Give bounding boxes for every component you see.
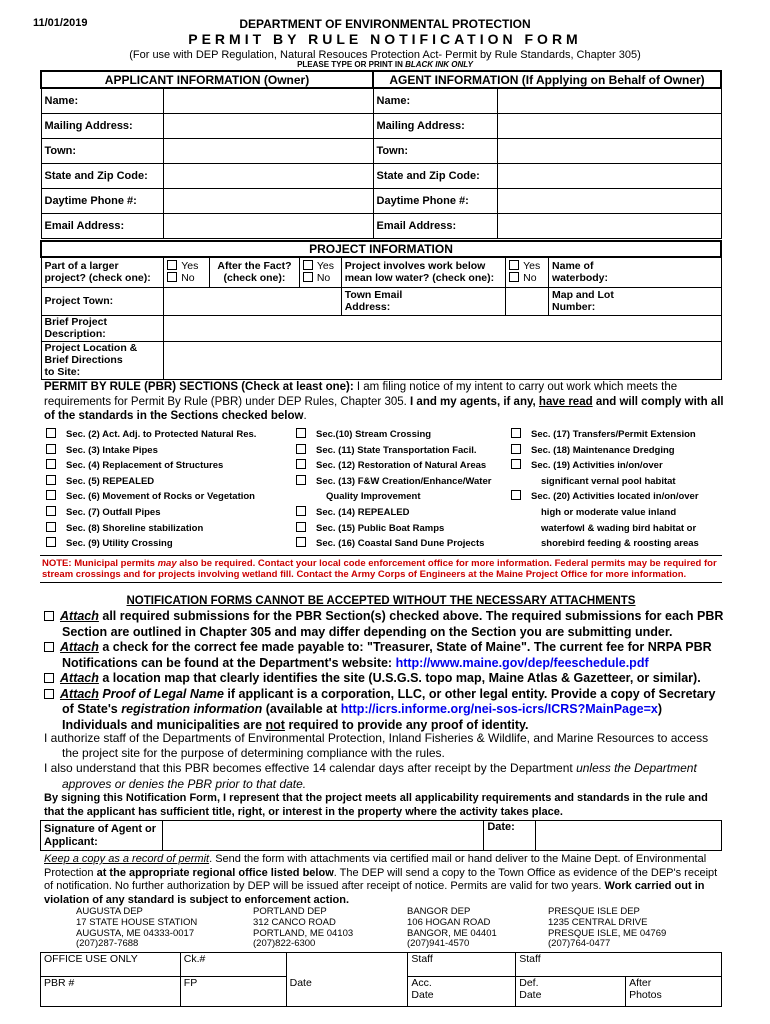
attachments-list (44, 609, 724, 733)
staff-field-1[interactable]: Staff (408, 953, 516, 977)
pbr-section-14[interactable]: Sec. (14) REPEALED (296, 505, 511, 521)
checkbox-icon[interactable] (296, 522, 306, 532)
checkbox-icon[interactable] (44, 689, 54, 699)
office-use-blank (286, 953, 408, 977)
signature-statement: By signing this Notification Form, I represent that the project meets all applicability requirements and standards in the rule and that the applicant has sufficient title, right, or interest in the property where the activity takes place. (44, 792, 708, 818)
after-photos-field[interactable]: After Photos (626, 977, 722, 1007)
agent-phone-field[interactable] (498, 188, 721, 213)
signature-label: Signature of Agent or Applicant: (41, 821, 163, 851)
office-presque-isle: PRESQUE ISLE DEP 1235 CENTRAL DRIVE PRESQUE ISLE, ME 04769 (207)764-0477 (548, 906, 667, 950)
checkbox-icon[interactable] (44, 642, 54, 652)
pbr-section-18[interactable]: Sec. (18) Maintenance Dredging (511, 443, 726, 459)
fp-field[interactable]: FP (180, 977, 286, 1007)
pbr-section-3[interactable]: Sec. (3) Intake Pipes (46, 443, 296, 459)
pbr-section-2[interactable]: Sec. (2) Act. Adj. to Protected Natural Res. (46, 427, 296, 443)
checkbox-icon[interactable] (167, 272, 177, 282)
agent-name-field[interactable] (498, 88, 721, 113)
authorize-effective: I also understand that this PBR becomes effective 14 calendar days after receipt by the Department unless the Department approves or denies the PBR prior to that date. (44, 761, 697, 791)
town-email-field[interactable] (506, 287, 549, 315)
office-use-label: OFFICE USE ONLY (41, 953, 181, 977)
pbr-section-4[interactable]: Sec. (4) Replacement of Structures (46, 458, 296, 474)
date-field[interactable]: Date (286, 977, 408, 1007)
attachment-item-map: Attach a location map that clearly identifies the site (U.S.G.S. topo map, Maine Atlas & Gazetteer, or similar). (44, 671, 724, 687)
checkbox-icon[interactable] (509, 260, 519, 270)
pbr-intro: PERMIT BY RULE (PBR) SECTIONS (Check at least one): I am filing notice of my intent to carry out work which meets the requirements for Permit By Rule (PBR) under DEP Rules, Chapter 305. I and my agents, if any, have read and will comply with all of the standards in the Sections checked below. (44, 381, 724, 422)
agent-state-zip-label: State and Zip Code: (373, 163, 498, 188)
checkbox-icon[interactable] (46, 444, 56, 454)
pbr-section-11[interactable]: Sec. (11) State Transportation Facil. (296, 443, 511, 459)
pbr-section-7[interactable]: Sec. (7) Outfall Pipes (46, 505, 296, 521)
checkbox-icon[interactable] (167, 260, 177, 270)
office-portland: PORTLAND DEP 312 CANCO ROAD PORTLAND, ME 04103 (207)822-6300 (253, 906, 354, 950)
applicant-state-zip-label: State and Zip Code: (41, 163, 164, 188)
agent-email-label: Email Address: (373, 213, 498, 238)
project-town-field[interactable] (164, 287, 342, 315)
checkbox-icon[interactable] (296, 506, 306, 516)
applicant-town-field[interactable] (164, 138, 373, 163)
brief-description-label: Brief Project Description: (41, 315, 164, 341)
authorize-access: I authorize staff of the Departments of Environmental Protection, Inland Fisheries & Wildlife, and Marine Resources to access the project site for the purpose of determining compliance with the rules. (44, 731, 709, 761)
applicant-name-label: Name: (41, 88, 164, 113)
agent-town-label: Town: (373, 138, 498, 163)
signature-table (40, 820, 722, 851)
signature-date-label: Date: (484, 821, 536, 851)
applicant-mailing-label: Mailing Address: (41, 113, 164, 138)
project-info-heading: PROJECT INFORMATION (41, 241, 721, 257)
agent-town-field[interactable] (498, 138, 721, 163)
pbr-section-15[interactable]: Sec. (15) Public Boat Ramps (296, 521, 511, 537)
checkbox-icon[interactable] (46, 428, 56, 438)
low-water-label: Project involves work below mean low water? (check one): (341, 257, 505, 287)
waterbody-field[interactable]: Name of waterbody: (549, 257, 721, 287)
signature-field[interactable] (162, 821, 483, 851)
form-subtitle: (For use with DEP Regulation, Natural Resouces Protection Act- Permit by Rule Standards, Chapter 305) (129, 49, 641, 61)
pbr-sections-col3 (511, 427, 726, 552)
attachment-item-legal-name: Attach Proof of Legal Name if applicant is a corporation, LLC, or other legal entity. Provide a copy of Secretary of State's registration information (available at http://icrs.informe.org/nei-sos-icrs/ICRS?MainPage=x) Individuals and municipalities are not required to provide any proof of identity. (44, 687, 724, 734)
pbr-section-13-cont: Quality Improvement (326, 491, 421, 503)
authorization-text (44, 731, 724, 792)
pbr-section-12[interactable]: Sec. (12) Restoration of Natural Areas (296, 458, 511, 474)
after-fact-choice[interactable]: Yes No (299, 257, 341, 287)
form-date: 11/01/2019 (33, 17, 88, 29)
checkbox-icon[interactable] (44, 611, 54, 621)
checkbox-icon[interactable] (303, 272, 313, 282)
checkbox-icon[interactable] (511, 490, 521, 500)
department-title: DEPARTMENT OF ENVIRONMENTAL PROTECTION (239, 17, 531, 31)
pbr-section-20[interactable]: Sec. (20) Activities located in/on/over (511, 489, 726, 505)
town-email-label: Town Email Address: (341, 287, 505, 315)
agent-mailing-field[interactable] (498, 113, 721, 138)
agent-name-label: Name: (373, 88, 498, 113)
project-location-field[interactable] (164, 341, 721, 379)
pbr-section-20-cont3: shorebird feeding & roosting areas (541, 538, 699, 550)
footer-instructions: Keep a copy as a record of permit. Send the form with attachments via certified mail or hand deliver to the Maine Dept. of Environmental Protection at the appropriate regional office listed below. The DEP will send a copy to the Town Office as evidence of the DEP's receipt of notification. No further authorization by DEP will be issued after receipt of notice. Permits are valid for two years. Work carried out in violation of any standard is subject to enforcement action. (44, 853, 718, 906)
applicant-agent-table (40, 70, 722, 239)
project-info-table (40, 240, 722, 380)
attachment-item-submissions: Attach all required submissions for the PBR Section(s) checked above. The required submissions for each PBR Section are outlined in Chapter 305 and may differ depending on the Section you are submitting under. (44, 609, 724, 640)
pbr-number-field[interactable]: PBR # (41, 977, 181, 1007)
checkbox-icon[interactable] (296, 459, 306, 469)
map-lot-field[interactable]: Map and Lot Number: (549, 287, 721, 315)
applicant-name-field[interactable] (164, 88, 373, 113)
pbr-section-5[interactable]: Sec. (5) REPEALED (46, 474, 296, 490)
office-bangor: BANGOR DEP 106 HOGAN ROAD BANGOR, ME 04401 (207)941-4570 (407, 906, 497, 950)
applicant-town-label: Town: (41, 138, 164, 163)
low-water-choice[interactable]: Yes No (506, 257, 549, 287)
pbr-section-10[interactable]: Sec.(10) Stream Crossing (296, 427, 511, 443)
pbr-section-19[interactable]: Sec. (19) Activities in/on/over (511, 458, 726, 474)
checkbox-icon[interactable] (296, 428, 306, 438)
applicant-email-label: Email Address: (41, 213, 164, 238)
pbr-section-19-cont: significant vernal pool habitat (541, 475, 676, 487)
after-fact-label: After the Fact? (check one): (210, 257, 300, 287)
agent-phone-label: Daytime Phone #: (373, 188, 498, 213)
applicant-phone-field[interactable] (164, 188, 373, 213)
ink-instruction: PLEASE TYPE OR PRINT IN BLACK INK ONLY (297, 60, 473, 69)
attachment-item-fee: Attach a check for the correct fee made payable to: "Treasurer, State of Maine". The current fee for NRPA PBR Notifications can be found at the Department's website: http://www.maine.gov/dep/feeschedule.pdf (44, 640, 724, 671)
checkbox-icon[interactable] (46, 506, 56, 516)
checkbox-icon[interactable] (46, 490, 56, 500)
signature-date-field[interactable] (536, 821, 722, 851)
checkbox-icon[interactable] (296, 537, 306, 547)
office-augusta: AUGUSTA DEP 17 STATE HOUSE STATION AUGUSTA, ME 04333-0017 (207)287-7688 (76, 906, 198, 950)
applicant-state-zip-field[interactable] (164, 163, 373, 188)
pbr-sections-col2 (296, 427, 511, 552)
pbr-sections-col1 (46, 427, 296, 552)
pbr-section-20-cont2: waterfowl & wading bird habitat or (541, 522, 697, 534)
applicant-email-field[interactable] (164, 213, 373, 238)
attachments-heading: NOTIFICATION FORMS CANNOT BE ACCEPTED WITHOUT THE NECESSARY ATTACHMENTS (126, 595, 636, 607)
applicant-mailing-field[interactable] (164, 113, 373, 138)
icrs-link[interactable]: http://icrs.informe.org/nei-sos-icrs/ICRS?MainPage=x (340, 702, 658, 716)
checkbox-icon[interactable] (511, 428, 521, 438)
checkbox-icon[interactable] (296, 444, 306, 454)
pbr-section-9[interactable]: Sec. (9) Utility Crossing (46, 536, 296, 552)
checkbox-icon[interactable] (509, 272, 519, 282)
checkbox-icon[interactable] (511, 459, 521, 469)
checkbox-icon[interactable] (303, 260, 313, 270)
form-title: PERMIT BY RULE NOTIFICATION FORM (188, 31, 582, 47)
project-town-label: Project Town: (41, 287, 164, 315)
agent-mailing-label: Mailing Address: (373, 113, 498, 138)
accepted-date-field[interactable]: Acc. Date (408, 977, 516, 1007)
pbr-section-20-cont1: high or moderate value inland (541, 506, 677, 518)
agent-state-zip-field[interactable] (498, 163, 721, 188)
pbr-section-16[interactable]: Sec. (16) Coastal Sand Dune Projects (296, 536, 511, 552)
pbr-section-17[interactable]: Sec. (17) Transfers/Permit Extension (511, 427, 726, 443)
brief-description-field[interactable] (164, 315, 721, 341)
checkbox-icon[interactable] (46, 537, 56, 547)
checkbox-icon[interactable] (296, 475, 306, 485)
agent-heading: AGENT INFORMATION (If Applying on Behalf of Owner) (373, 71, 721, 88)
checkbox-icon[interactable] (46, 475, 56, 485)
pbr-section-13[interactable]: Sec. (13) F&W Creation/Enhance/Water (296, 474, 511, 490)
pbr-section-6[interactable]: Sec. (6) Movement of Rocks or Vegetation (46, 489, 296, 505)
applicant-heading: APPLICANT INFORMATION (Owner) (41, 71, 373, 88)
municipal-note: NOTE: Municipal permits may also be required. Contact your local code enforcement office for more information. Federal permits may be required for stream crossings and for projects involving wetland fill. Contact the Army Corps of Engineers at the Maine Project Office for more information. (40, 555, 722, 583)
larger-project-label: Part of a larger project? (check one): (41, 257, 164, 287)
checkbox-icon[interactable] (46, 522, 56, 532)
check-number-field[interactable]: Ck.# (180, 953, 286, 977)
larger-project-choice[interactable]: Yes No (164, 257, 210, 287)
staff-field-2[interactable]: Staff (516, 953, 722, 977)
applicant-phone-label: Daytime Phone #: (41, 188, 164, 213)
office-use-table (40, 952, 722, 1007)
deferred-date-field[interactable]: Def. Date (516, 977, 626, 1007)
project-location-label: Project Location & Brief Directions to Site: (41, 341, 164, 379)
checkbox-icon[interactable] (44, 673, 54, 683)
checkbox-icon[interactable] (46, 459, 56, 469)
checkbox-icon[interactable] (511, 444, 521, 454)
agent-email-field[interactable] (498, 213, 721, 238)
pbr-section-8[interactable]: Sec. (8) Shoreline stabilization (46, 521, 296, 537)
fee-schedule-link[interactable]: http://www.maine.gov/dep/feeschedule.pdf (395, 655, 649, 670)
